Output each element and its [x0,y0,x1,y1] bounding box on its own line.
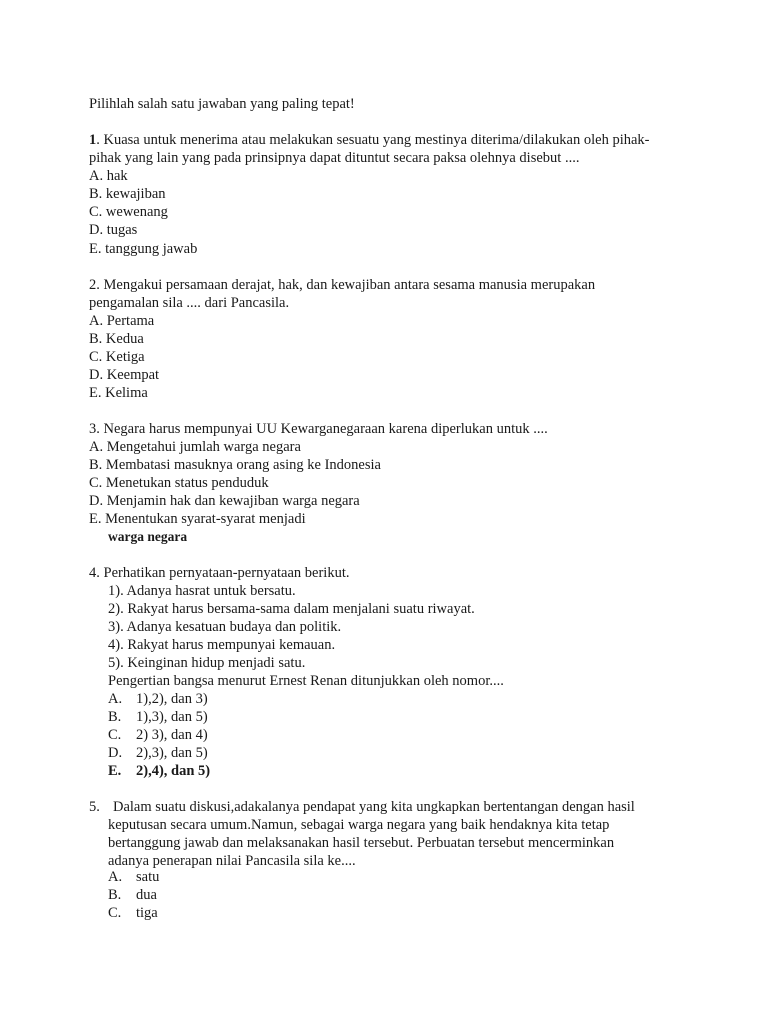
question-3-line-1: 3. Negara harus mempunyai UU Kewarganegaraan karena diperlukan untuk .... [89,421,548,437]
option-text: tiga [136,905,158,921]
question-5-option-c [108,904,158,922]
question-4-statement-2: 2). Rakyat harus bersama-sama dalam menjalani suatu riwayat. [108,601,475,617]
question-5-option-a [108,868,159,886]
instruction: Pilihlah salah satu jawaban yang paling tepat! [89,96,355,112]
question-2-option-c: C. Ketiga [89,349,145,365]
question-5-number: 5. [89,799,100,815]
question-3-option-c: C. Menetukan status penduduk [89,475,269,491]
question-4-option-e-answer [108,762,210,780]
question-4-option-a [108,690,208,708]
question-4-statement-5: 5). Keinginan hidup menjadi satu. [108,655,306,671]
question-1-option-b: B. kewajiban [89,186,166,202]
option-letter: C. [108,905,122,921]
question-4-line-1: 4. Perhatikan pernyataan-pernyataan berikut. [89,565,350,581]
option-text: dua [136,887,157,903]
question-4-question: Pengertian bangsa menurut Ernest Renan ditunjukkan oleh nomor.... [108,673,504,689]
question-3-option-a: A. Mengetahui jumlah warga negara [89,439,301,455]
question-4-option-d [108,744,208,762]
question-2-option-a: A. Pertama [89,313,155,329]
question-2-option-e: E. Kelima [89,385,148,401]
question-5-text: Dalam suatu diskusi,adakalanya pendapat yang kita ungkapkan bertentangan dengan hasil [113,799,635,815]
question-2-option-b: B. Kedua [89,331,144,347]
question-3-option-b: B. Membatasi masuknya orang asing ke Indonesia [89,457,381,473]
question-1-option-a: A. hak [89,168,128,184]
question-2-line-1: 2. Mengakui persamaan derajat, hak, dan kewajiban antara sesama manusia merupakan [89,277,596,293]
question-4-statement-1: 1). Adanya hasrat untuk bersatu. [108,583,296,599]
question-3-option-d: D. Menjamin hak dan kewajiban warga negara [89,493,360,509]
question-5-line-2: keputusan secara umum.Namun, sebagai warga negara yang baik hendaknya kita tetap [108,817,610,833]
question-1-option-e: E. tanggung jawab [89,241,198,257]
option-text: 2),3), dan 5) [136,745,208,761]
question-1-text: . Kuasa untuk menerima atau melakukan sesuatu yang mestinya diterima/dilakukan oleh pihak- [96,132,650,148]
option-text: 2),4), dan 5) [136,763,211,779]
question-5-line-3: bertanggung jawab dan melaksanakan hasil tersebut. Perbuatan tersebut mencerminkan [108,835,615,851]
question-1-number: 1 [89,132,97,148]
question-4-option-b [108,708,208,726]
question-4-option-c [108,726,208,744]
option-letter: B. [108,887,122,903]
option-text: satu [136,869,160,885]
question-3-option-e-continuation: warga negara [108,529,188,544]
question-4-statement-4: 4). Rakyat harus mempunyai kemauan. [108,637,336,653]
option-letter: C. [108,727,122,743]
option-letter: E. [108,763,122,779]
option-letter: A. [108,691,123,707]
question-5-line-4: adanya penerapan nilai Pancasila sila ke.... [108,853,356,869]
question-5-line-1 [89,798,635,816]
option-letter: B. [108,709,122,725]
question-4-statement-3: 3). Adanya kesatuan budaya dan politik. [108,619,342,635]
question-1-option-c: C. wewenang [89,204,168,220]
question-1-line-2: pihak yang lain yang pada prinsipnya dapat dituntut secara paksa olehnya disebut .... [89,150,580,166]
question-3-option-e: E. Menentukan syarat-syarat menjadi [89,511,306,527]
question-5-option-b [108,886,157,904]
option-letter: D. [108,745,123,761]
option-letter: A. [108,869,123,885]
option-text: 1),3), dan 5) [136,709,208,725]
option-text: 1),2), dan 3) [136,691,208,707]
question-1-option-d: D. tugas [89,222,138,238]
option-text: 2) 3), dan 4) [136,727,208,743]
question-1-line-1 [89,131,650,149]
question-2-line-2: pengamalan sila .... dari Pancasila. [89,295,290,311]
question-2-option-d: D. Keempat [89,367,160,383]
